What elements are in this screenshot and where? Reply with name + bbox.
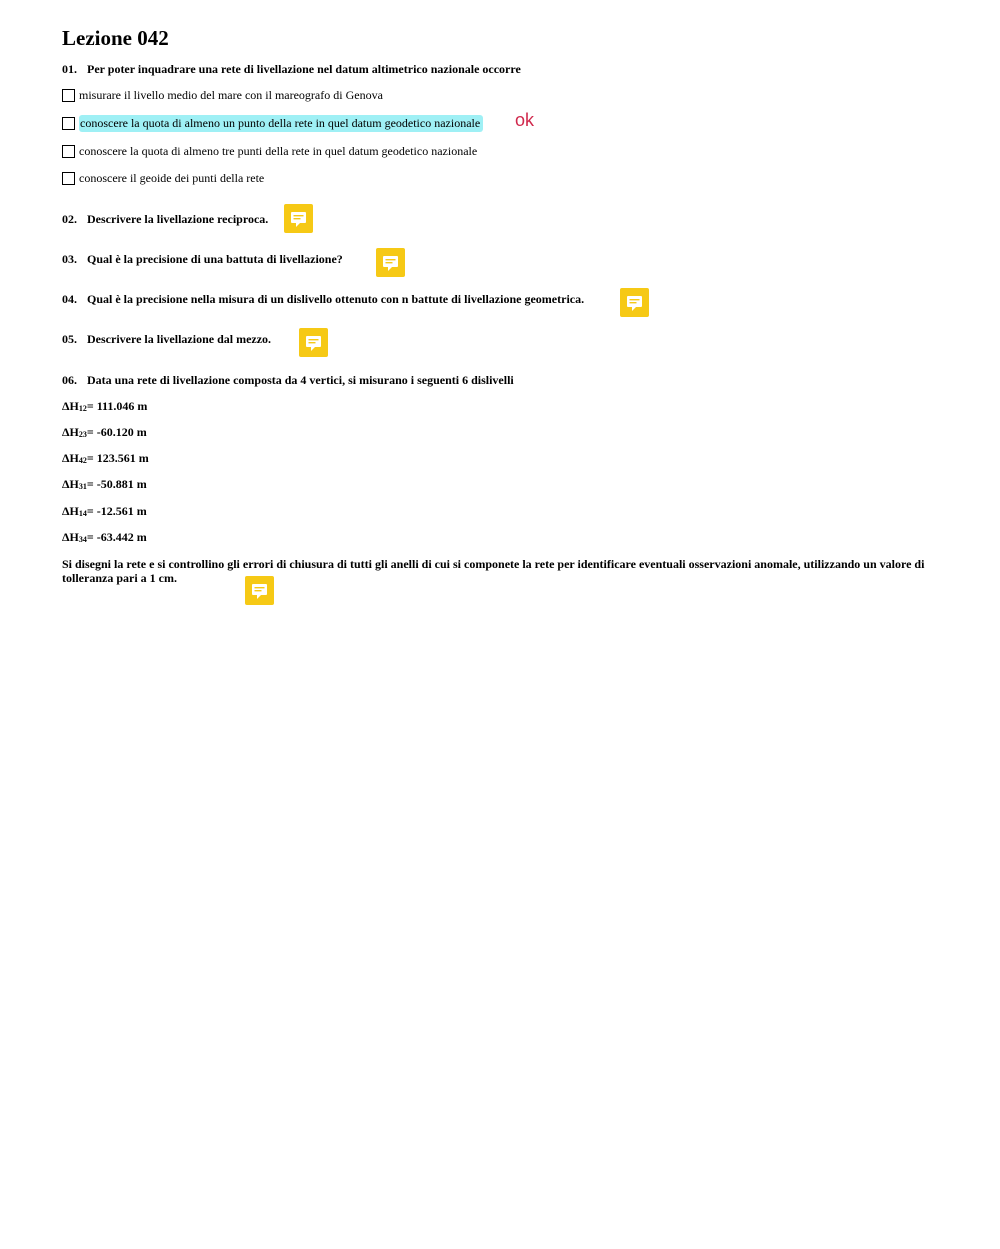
- option-3[interactable]: [62, 144, 477, 159]
- question-05: [62, 332, 271, 347]
- question-text: Qual è la precisione nella misura di un dislivello ottenuto con n battute di livellazione geometrica.: [87, 292, 585, 306]
- question-01: [62, 62, 521, 77]
- question-06-instructions: Si disegni la rete e si controllino gli errori di chiusura di tutti gli anelli di cui si componete la rete per identificare eventuali osservazioni anomale, utilizzando un valore di tolleranza pari a 1 cm.: [62, 557, 925, 585]
- question-06: [62, 373, 514, 388]
- option-checkbox[interactable]: [62, 145, 75, 158]
- measure-row: $\Delta H_{31}= -50.881$ m: [62, 477, 147, 491]
- question-number: 02.: [62, 212, 77, 226]
- page-title: Lezione 042: [62, 26, 169, 50]
- question-number: 03.: [62, 252, 77, 266]
- comment-icon[interactable]: [620, 288, 649, 317]
- option-checkbox[interactable]: [62, 172, 75, 185]
- measure-row: $\Delta H_{42}= 123.561$ m: [62, 451, 149, 465]
- measure-row: $\Delta H_{12}= 111.046$ m: [62, 399, 148, 413]
- question-text: Per poter inquadrare una rete di livellazione nel datum altimetrico nazionale occorre: [87, 62, 521, 76]
- option-label-highlighted: conoscere la quota di almeno un punto della rete in quel datum geodetico nazionale: [79, 115, 483, 132]
- question-number: 06.: [62, 373, 77, 387]
- question-number: 01.: [62, 62, 77, 76]
- option-label: conoscere il geoide dei punti della rete: [79, 171, 265, 185]
- question-04: [62, 292, 584, 307]
- option-checkbox[interactable]: [62, 117, 75, 130]
- question-number: 05.: [62, 332, 77, 346]
- measure-row: $\Delta H_{23}= -60.120$ m: [62, 425, 147, 439]
- question-number: 04.: [62, 292, 77, 306]
- question-03: [62, 252, 343, 267]
- comment-icon[interactable]: [284, 204, 313, 233]
- option-label: misurare il livello medio del mare con il mareografo di Genova: [79, 88, 383, 102]
- comment-icon[interactable]: [376, 248, 405, 277]
- measure-row: $\Delta H_{34}= -63.442$ m: [62, 530, 147, 544]
- comment-icon[interactable]: [245, 576, 274, 605]
- question-text: Descrivere la livellazione reciproca.: [87, 212, 269, 226]
- question-text: Descrivere la livellazione dal mezzo.: [87, 332, 272, 346]
- option-4[interactable]: [62, 171, 264, 186]
- option-1[interactable]: [62, 88, 383, 103]
- question-02: [62, 212, 268, 227]
- option-2[interactable]: [62, 115, 483, 132]
- question-text: Qual è la precisione di una battuta di livellazione?: [87, 252, 343, 266]
- option-label: conoscere la quota di almeno tre punti della rete in quel datum geodetico nazionale: [79, 144, 478, 158]
- measure-row: $\Delta H_{14}= -12.561$ m: [62, 504, 147, 518]
- option-checkbox[interactable]: [62, 89, 75, 102]
- comment-icon[interactable]: [299, 328, 328, 357]
- ok-mark: ok: [515, 110, 535, 130]
- question-text: Data una rete di livellazione composta da 4 vertici, si misurano i seguenti 6 dislivelli: [87, 373, 514, 387]
